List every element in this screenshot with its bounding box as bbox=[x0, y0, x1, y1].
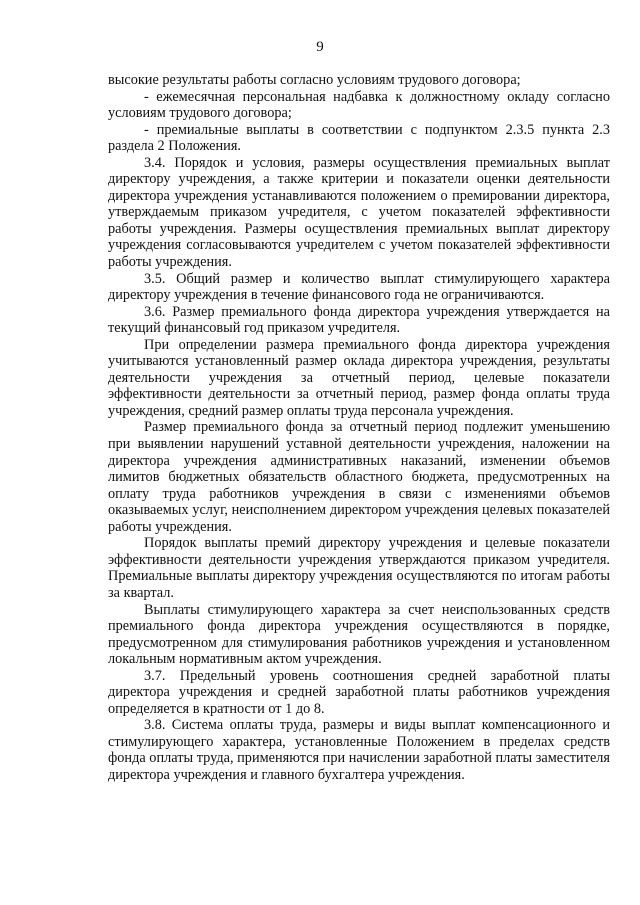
paragraph: - премиальные выплаты в соответствии с подпунктом 2.3.5 пункта 2.3 раздела 2 Положения. bbox=[108, 121, 610, 155]
document-body bbox=[108, 72, 610, 784]
paragraph: 3.7. Предельный уровень соотношения средней заработной платы директора учреждения и средней заработной платы работников учреждения определяется в кратности от 1 до 8. bbox=[108, 667, 610, 717]
paragraph: высокие результаты работы согласно условиям трудового договора; bbox=[108, 72, 521, 88]
paragraph: Размер премиального фонда за отчетный период подлежит уменьшению при выявлении нарушений уставной деятельности учреждения, наложении на директора учреждения административных наказаний, изменении объемов лимитов бюджетных обязательств областного бюджета, предусмотренных на оплату труда работников учреждения в связи с изменениями объемов оказываемых услуг, неисполнением директором учреждения целевых показателей работы учреждения. bbox=[108, 419, 610, 535]
paragraph: При определении размера премиального фонда директора учреждения учитываются установленный размер оклада директора учреждения, результаты деятельности учреждения за отчетный период, целевые показатели эффективности деятельности за отчетный период, размер фонда оплаты труда учреждения, средний размер оплаты труда персонала учреждения. bbox=[108, 336, 610, 419]
paragraph: 3.5. Общий размер и количество выплат стимулирующего характера директору учреждения в течение финансового года не ограничиваются. bbox=[108, 270, 610, 304]
paragraph: - ежемесячная персональная надбавка к должностному окладу согласно условиям трудового договора; bbox=[108, 88, 610, 122]
paragraph: Выплаты стимулирующего характера за счет неиспользованных средств премиального фонда директора учреждения осуществляются в порядке, предусмотренном для стимулирования работников учреждения и установленном локальным нормативным актом учреждения. bbox=[108, 601, 610, 668]
paragraph: 3.4. Порядок и условия, размеры осуществления премиальных выплат директору учреждения, а также критерии и показатели оценки деятельности директора учреждения устанавливаются положением о премировании директора, утверждаемым приказом учредителя, с учетом показателей эффективности работы учреждения. Размеры осуществления премиальных выплат директору учреждения согласовываются учредителем с учетом показателей эффективности работы учреждения. bbox=[108, 154, 610, 271]
paragraph: Порядок выплаты премий директору учреждения и целевые показатели эффективности деятельности учреждения утверждаются приказом учредителя. Премиальные выплаты директору учреждения осуществляются по итогам работы за квартал. bbox=[108, 535, 610, 601]
page-number: 9 bbox=[316, 39, 324, 55]
paragraph: 3.6. Размер премиального фонда директора учреждения утверждается на текущий финансовый год приказом учредителя. bbox=[108, 303, 610, 337]
paragraph: 3.8. Система оплаты труда, размеры и виды выплат компенсационного и стимулирующего характера, установленные Положением в пределах средств фонда оплаты труда, применяются при начислении заработной платы заместителя директора учреждения и главного бухгалтера учреждения. bbox=[108, 717, 610, 783]
